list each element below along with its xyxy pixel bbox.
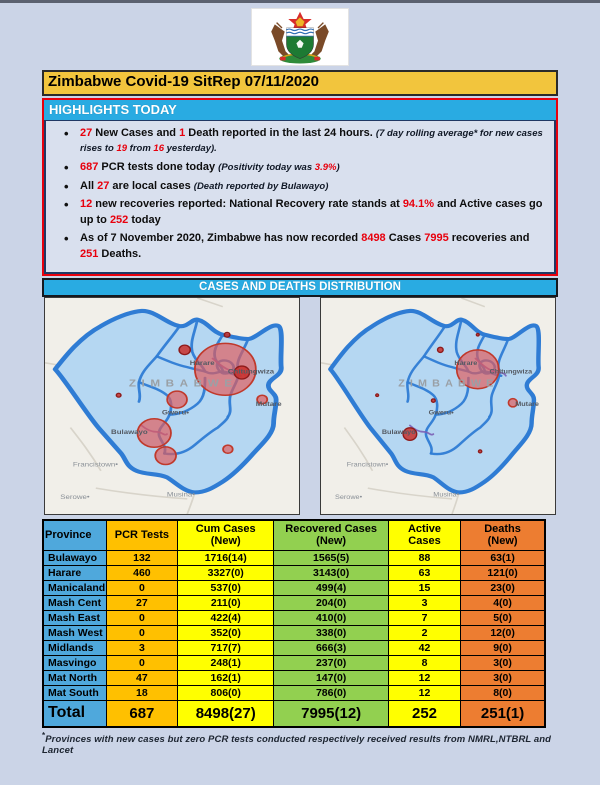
- table-cell: 786(0): [274, 685, 388, 700]
- table-cell: 806(0): [178, 685, 274, 700]
- map-label: Francistown•: [346, 461, 389, 469]
- table-cell: 8(0): [461, 685, 545, 700]
- table-row: [43, 550, 545, 565]
- table-cell: 7995(12): [274, 700, 388, 727]
- map-label: Gweru•: [161, 407, 190, 417]
- table-cell: 23(0): [461, 580, 545, 595]
- table-cell: 3143(0): [274, 565, 388, 580]
- table-cell: 7: [388, 610, 460, 625]
- table-cell: 162(1): [178, 670, 274, 685]
- footnote-star: *: [42, 730, 46, 740]
- map-label: Serowe•: [335, 493, 363, 501]
- table-total-row: [43, 700, 545, 727]
- table-cell: 63: [388, 565, 460, 580]
- table-cell: 666(3): [274, 640, 388, 655]
- map-label: Chitungwiza: [227, 366, 275, 376]
- map-label: Harare: [454, 359, 478, 367]
- table-cell: 12: [388, 670, 460, 685]
- cases-bubble-map: [44, 297, 300, 515]
- table-cell: 251(1): [461, 700, 545, 727]
- table-cell: 0: [106, 655, 177, 670]
- table-cell: 338(0): [274, 625, 388, 640]
- table-cell: 0: [106, 580, 177, 595]
- table-cell: 3(0): [461, 670, 545, 685]
- map-label: Serowe•: [60, 492, 90, 501]
- table-cell: Harare: [43, 565, 106, 580]
- table-header-cell: Recovered Cases (New): [274, 520, 388, 551]
- table-cell: Mat South: [43, 685, 106, 700]
- bubble: [155, 446, 176, 464]
- table-cell: 12: [388, 685, 460, 700]
- table-cell: 252: [388, 700, 460, 727]
- table-cell: 3: [106, 640, 177, 655]
- highlight-bullet: • As of 7 November 2020, Zimbabwe has now recorded 8498 Cases 7995 recoveries and 251 Deaths.: [64, 231, 546, 262]
- table-header-cell: Deaths (New): [461, 520, 545, 551]
- highlight-bullet: • 687 PCR tests done today (Positivity today was 3.9%): [64, 160, 546, 176]
- table-cell: Mash East: [43, 610, 106, 625]
- deaths-map-svg: [321, 298, 555, 514]
- table-row: [43, 565, 545, 580]
- map-label: Francistown•: [72, 459, 119, 468]
- table-cell: 15: [388, 580, 460, 595]
- table-header-cell: PCR Tests: [106, 520, 177, 551]
- table-cell: 5(0): [461, 610, 545, 625]
- highlight-bullet: • All 27 are local cases (Death reported by Bulawayo): [64, 179, 546, 195]
- table-row: [43, 640, 545, 655]
- highlights-list: [52, 126, 546, 263]
- footnote-text: Provinces with new cases but zero PCR tests conducted respectively received results from NMRL,NTBRL and Lancet: [42, 734, 552, 757]
- table-cell: 352(0): [178, 625, 274, 640]
- table-cell: 9(0): [461, 640, 545, 655]
- map-label: Gweru•: [428, 409, 454, 417]
- table-cell: 3: [388, 595, 460, 610]
- table-cell: 18: [106, 685, 177, 700]
- map-label: ZIMBABWE: [128, 377, 238, 389]
- table-cell: 147(0): [274, 670, 388, 685]
- maps-row: [42, 297, 558, 515]
- bubble: [431, 398, 435, 401]
- table-cell: Mat North: [43, 670, 106, 685]
- highlights-section: [42, 98, 558, 276]
- deaths-bubble-map: [320, 297, 556, 515]
- bubble: [376, 394, 379, 397]
- map-label: Mutare: [255, 399, 282, 408]
- bubble: [224, 332, 230, 337]
- table-cell: 211(0): [178, 595, 274, 610]
- cases-map-svg: [45, 298, 299, 514]
- map-label: Bulawayo: [381, 428, 416, 436]
- map-label: ZIMBABWE: [398, 378, 499, 390]
- table-header-cell: Active Cases: [388, 520, 460, 551]
- bubble: [223, 445, 233, 453]
- table-cell: 27: [106, 595, 177, 610]
- bubble: [476, 333, 479, 336]
- highlights-header: HIGHLIGHTS TODAY: [44, 100, 556, 120]
- table-cell: 132: [106, 550, 177, 565]
- table-row: [43, 625, 545, 640]
- map-label: Chitungwiza: [489, 368, 533, 376]
- table-cell: Masvingo: [43, 655, 106, 670]
- report-body: [42, 70, 558, 756]
- bubble: [116, 393, 121, 397]
- map-label: Bulawayo: [111, 427, 148, 436]
- map-label: Musina•: [433, 491, 460, 499]
- table-cell: 121(0): [461, 565, 545, 580]
- table-cell: 499(4): [274, 580, 388, 595]
- zimbabwe-coat-of-arms-icon: [254, 10, 346, 64]
- bubble: [179, 345, 190, 355]
- table-cell: 12(0): [461, 625, 545, 640]
- highlights-content: [44, 120, 556, 274]
- map-label: Harare: [189, 358, 215, 367]
- table-header-cell: Cum Cases (New): [178, 520, 274, 551]
- table-cell: 2: [388, 625, 460, 640]
- bubble: [478, 449, 481, 452]
- table-cell: 237(0): [274, 655, 388, 670]
- table-row: [43, 610, 545, 625]
- table-cell: 3327(0): [178, 565, 274, 580]
- table-cell: 717(7): [178, 640, 274, 655]
- table-cell: 1565(5): [274, 550, 388, 565]
- table-cell: 410(0): [274, 610, 388, 625]
- table-header: [43, 520, 545, 551]
- table-cell: 0: [106, 625, 177, 640]
- table-cell: 8: [388, 655, 460, 670]
- table-body: [43, 550, 545, 727]
- table-cell: 4(0): [461, 595, 545, 610]
- table-cell: 3(0): [461, 655, 545, 670]
- table-cell: 0: [106, 610, 177, 625]
- bubble: [167, 391, 187, 408]
- coat-of-arms-box: [251, 8, 349, 66]
- table-cell: 8498(27): [178, 700, 274, 727]
- footnote: [42, 731, 558, 756]
- table-cell: 88: [388, 550, 460, 565]
- province-stats-table: [42, 519, 546, 728]
- table-row: [43, 685, 545, 700]
- table-header-cell: Province: [43, 520, 106, 551]
- table-cell: 63(1): [461, 550, 545, 565]
- highlight-bullet: • 12 new recoveries reported: National Recovery rate stands at 94.1% and Active cases go up to 252 today: [64, 197, 546, 228]
- table-row: [43, 670, 545, 685]
- table-cell: Midlands: [43, 640, 106, 655]
- table-cell: Bulawayo: [43, 550, 106, 565]
- report-title: Zimbabwe Covid-19 SitRep 07/11/2020: [42, 70, 558, 96]
- bubble: [438, 347, 444, 352]
- table-cell: Mash Cent: [43, 595, 106, 610]
- province-stats: [42, 519, 546, 728]
- table-cell: Mash West: [43, 625, 106, 640]
- table-cell: 460: [106, 565, 177, 580]
- table-row: [43, 580, 545, 595]
- map-label: Mutare: [515, 400, 539, 408]
- table-cell: 687: [106, 700, 177, 727]
- table-cell: 422(4): [178, 610, 274, 625]
- table-cell: 248(1): [178, 655, 274, 670]
- table-cell: Manicaland: [43, 580, 106, 595]
- distribution-banner: CASES AND DEATHS DISTRIBUTION: [42, 278, 558, 297]
- map-label: Musina•: [166, 489, 196, 499]
- table-cell: 47: [106, 670, 177, 685]
- table-row: [43, 595, 545, 610]
- table-cell: 1716(14): [178, 550, 274, 565]
- table-cell: Total: [43, 700, 106, 727]
- table-cell: 204(0): [274, 595, 388, 610]
- highlight-bullet: • 27 New Cases and 1 Death reported in the last 24 hours. (7 day rolling average* for new cases rises to 19 from 16 yesterday).: [64, 126, 546, 157]
- table-cell: 42: [388, 640, 460, 655]
- table-cell: 537(0): [178, 580, 274, 595]
- table-row: [43, 655, 545, 670]
